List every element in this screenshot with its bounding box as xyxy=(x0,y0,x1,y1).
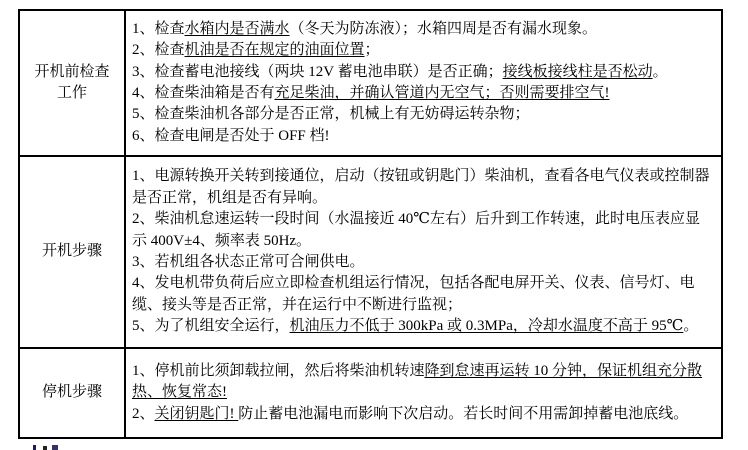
table-row-shutdown-steps xyxy=(19,348,722,438)
text-segment: 1、检查 xyxy=(132,20,185,37)
text-segment: 。 xyxy=(652,63,668,80)
text-segment: 6、检查电闸是否处于 OFF 档! xyxy=(132,127,330,144)
underlined-text: 充足柴油，并确认管道内无空气；否则需要排空气! xyxy=(274,85,610,101)
text-segment: 4、检查柴油箱是否有 xyxy=(132,85,275,101)
underlined-text: 机油是否在规定的油面位置 xyxy=(184,42,365,59)
underlined-text: 降到怠速再运转 10 分钟，保证机组充分散热、恢复常态! xyxy=(132,362,703,401)
text-segment: （冬天为防冻液）；水箱四周是否有漏水现象。 xyxy=(289,20,598,37)
text-segment: 3、若机组各状态正常可合闸供电。 xyxy=(132,254,365,270)
text-segment: 1、电源转换开关转到接通位，启动（按钮或钥匙门）柴油机，查看各电气仪表或控制器是否正常，机组是否有异响。 xyxy=(132,168,710,206)
underlined-text: 水箱内是否满水 xyxy=(184,20,290,37)
procedure-item xyxy=(132,83,713,104)
text-segment: 4、发电机带负荷后应立即检查机组运行情况，包括各配电屏开关、仪表、信号灯、电缆、接头等是否正常，并在运行中不断进行监视； xyxy=(132,275,695,313)
procedure-item xyxy=(132,62,713,83)
procedure-table xyxy=(18,9,723,439)
procedure-item xyxy=(132,316,713,337)
text-segment: ； xyxy=(364,42,380,59)
row-label: 停机步骤 xyxy=(19,348,125,438)
procedure-item xyxy=(132,209,713,252)
row-label: 开机前检查 工作 xyxy=(19,10,125,156)
text-segment: 2、 xyxy=(132,405,155,422)
procedure-item xyxy=(132,19,713,40)
text-segment: 3、检查蓄电池接线（两块 12V 蓄电池串联）是否正确； xyxy=(132,63,503,80)
procedure-item xyxy=(132,273,713,316)
row-content xyxy=(125,348,722,438)
row-label: 开机步骤 xyxy=(19,156,125,348)
text-segment: 防止蓄电池漏电而影响下次启动。若长时间不用需卸掉蓄电池底线。 xyxy=(238,405,689,422)
text-segment: 5、检查柴油机各部分是否正常，机械上有无妨碍运转杂物； xyxy=(132,106,530,123)
procedure-item xyxy=(132,126,713,147)
underlined-text: 接线板接线柱是否松动 xyxy=(502,63,653,80)
text-segment: 2、检查 xyxy=(132,42,185,59)
text-segment: 5、为了机组安全运行， xyxy=(132,318,290,335)
underlined-text: 关闭钥匙门! xyxy=(154,405,239,422)
underlined-text: 机油压力不低于 300kPa 或 0.3MPa，冷却水温度不高于 95℃ xyxy=(289,318,684,335)
table-row-pre-start-checks xyxy=(19,10,722,156)
cutoff-text-fragment xyxy=(30,444,70,450)
row-content xyxy=(125,10,722,156)
row-content xyxy=(125,156,722,348)
text-segment: 1、停机前比须卸载拉闸，然后将柴油机转速 xyxy=(132,362,425,379)
table-row-startup-steps xyxy=(19,156,722,348)
text-segment: 。 xyxy=(683,318,699,335)
procedure-item xyxy=(132,404,713,425)
procedure-item xyxy=(132,40,713,61)
procedure-item xyxy=(132,104,713,125)
procedure-item xyxy=(132,252,713,273)
procedure-item xyxy=(132,166,713,209)
text-segment: 2、柴油机怠速运转一段时间（水温接近 40℃左右）后升到工作转速，此时电压表应显示 400V±4、频率表 50Hz。 xyxy=(132,211,701,249)
procedure-item xyxy=(132,361,713,404)
